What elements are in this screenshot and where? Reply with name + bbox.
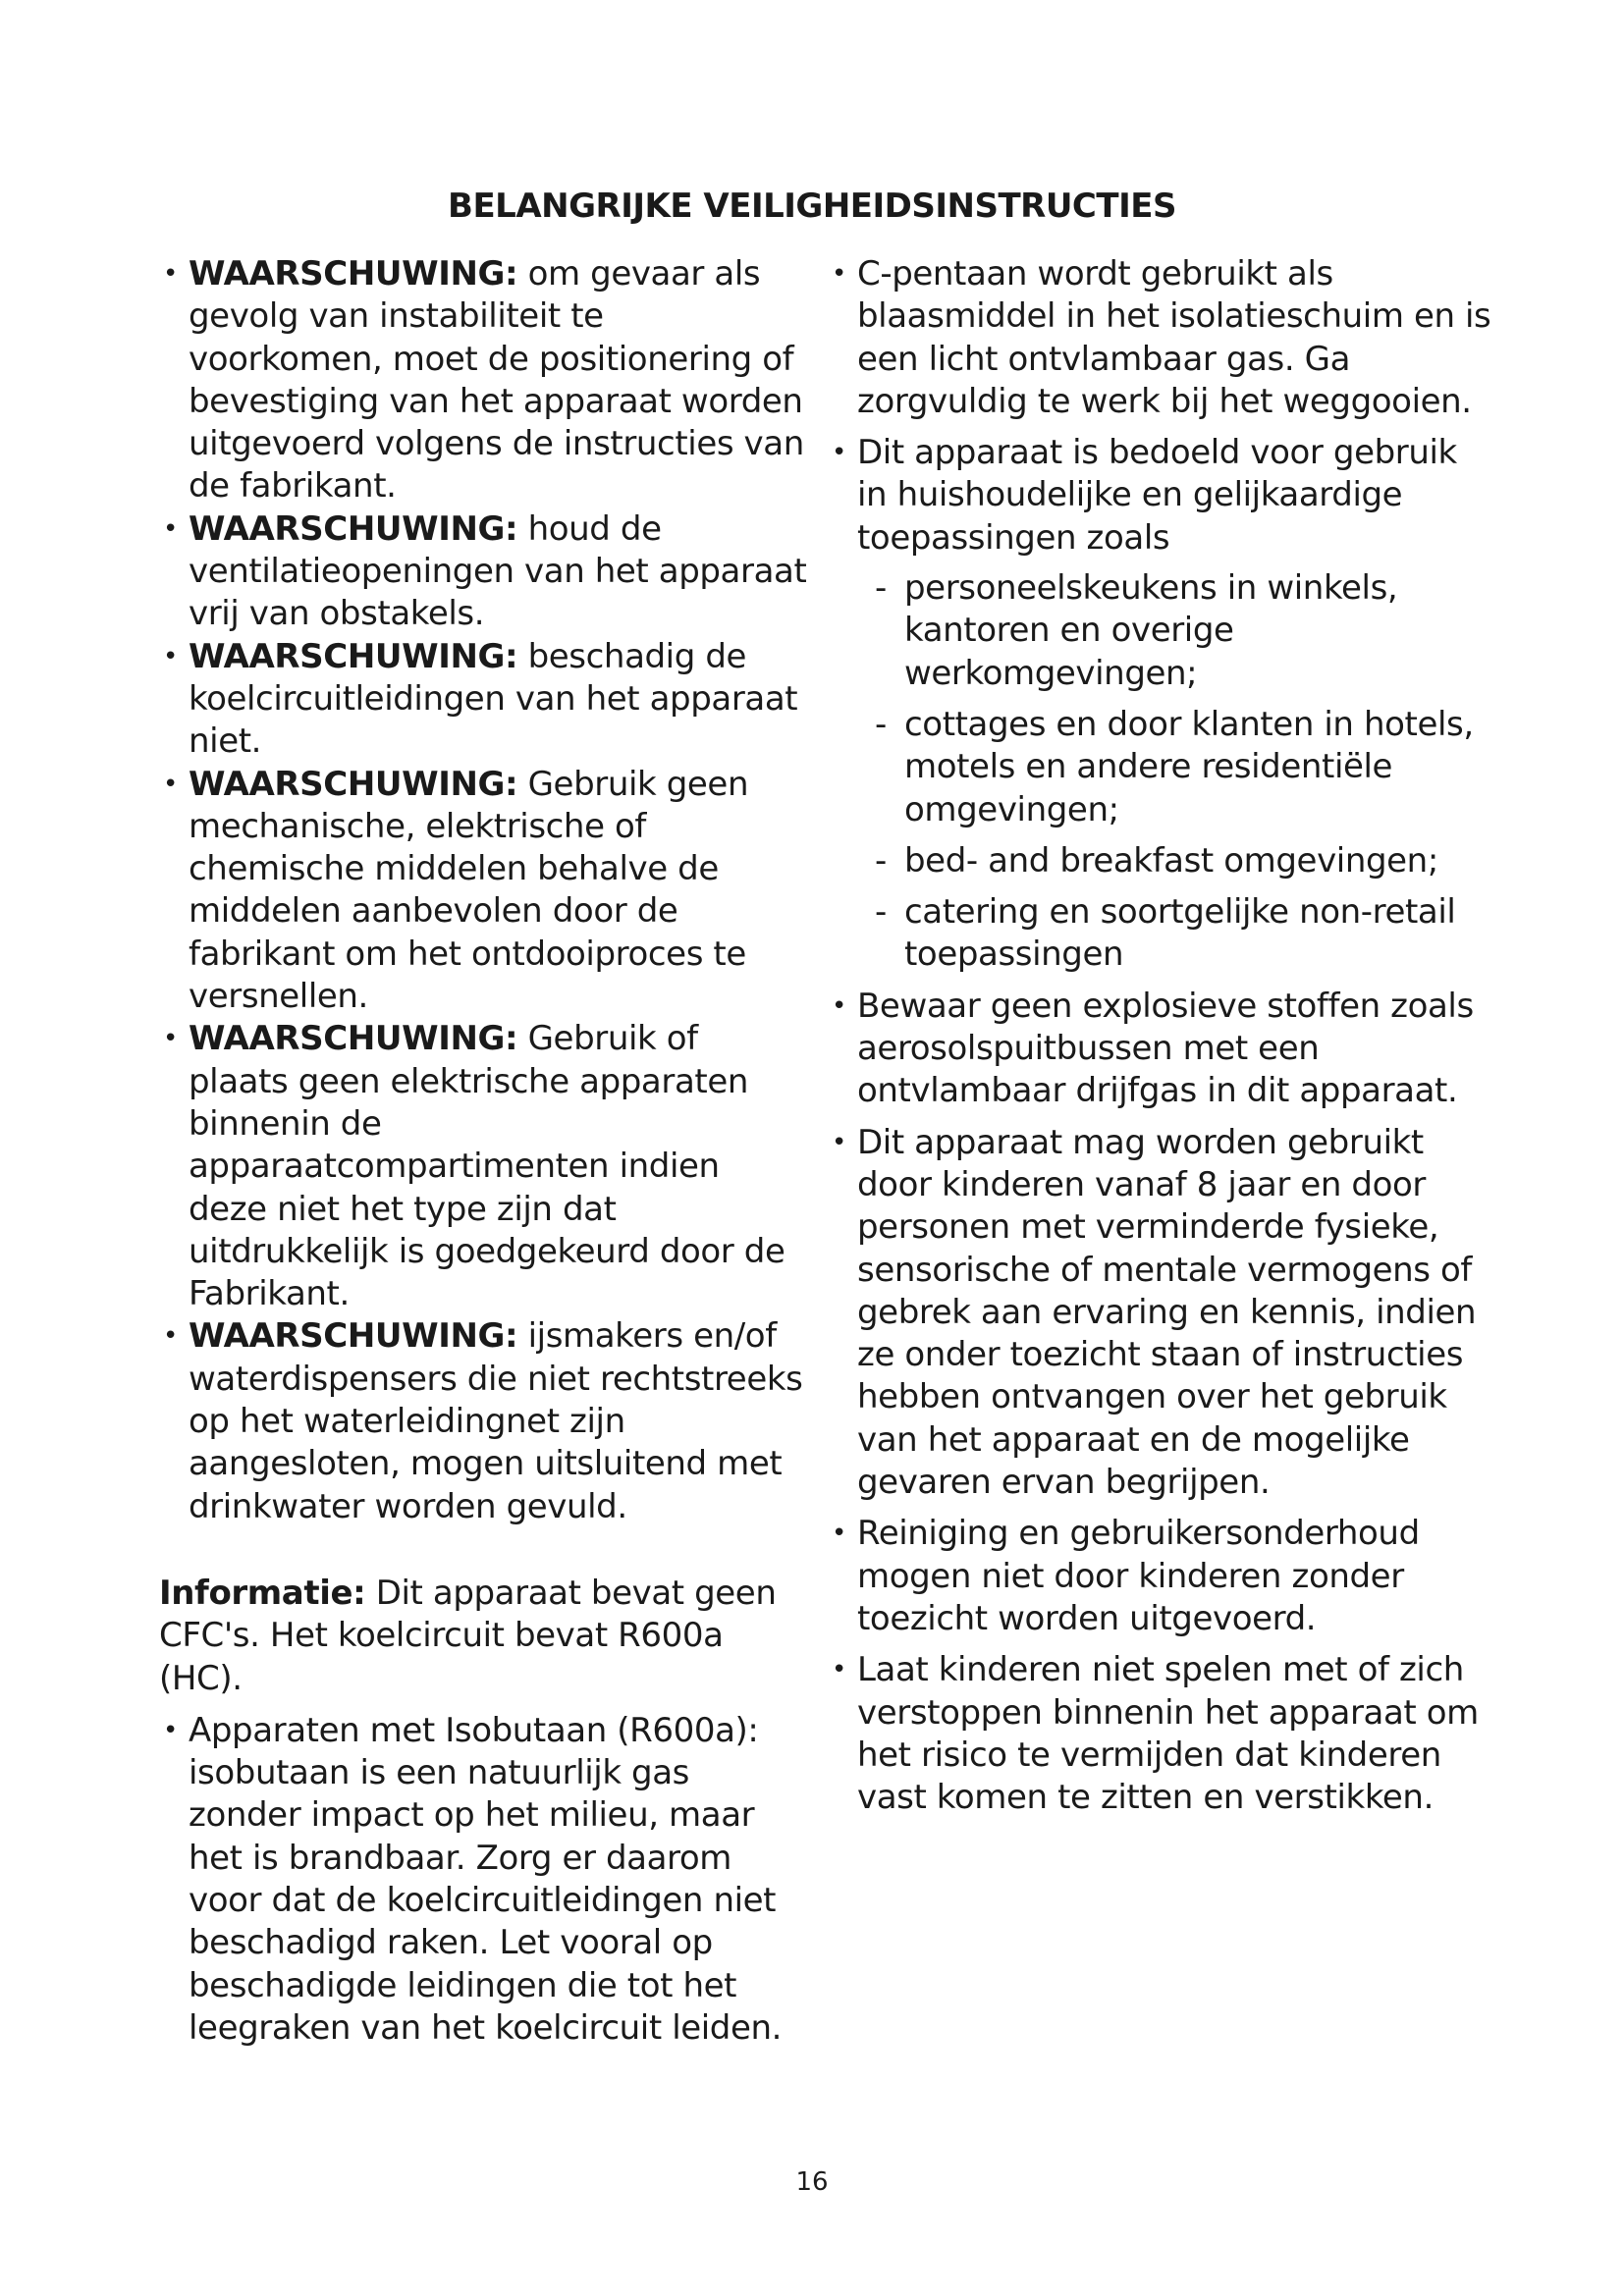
left-column <box>159 253 807 2050</box>
list-item <box>159 1018 807 1315</box>
list-item: • C-pentaan wordt gebruikt als blaasmiddel in het isolatieschuim en is een licht ontvlambaar gas. Ga zorgvuldig te werk bij het weggooien. <box>828 253 1495 423</box>
sub-list <box>857 567 1495 977</box>
warning-label: WAARSCHUWING: <box>189 764 518 804</box>
info-label: Informatie: <box>159 1573 366 1613</box>
list-item <box>828 432 1495 977</box>
list-item: • Dit apparaat mag worden gebruikt door kinderen vanaf 8 jaar en door personen met verminderde fysieke, sensorische of mentale vermogens of gebrek aan ervaring en kennis, indien ze onder toezicht staan of instructies hebben ontvangen over het gebruik van het apparaat en de mogelijke gevaren ervan begrijpen. <box>828 1122 1495 1505</box>
list-item <box>159 764 807 1019</box>
warning-label: WAARSCHUWING: <box>189 1316 518 1357</box>
warning-text: Gebruik geen mechanische, elektrische of chemische middelen behalve de middelen aanbevolen door de fabrikant om het ontdooiproces te versnellen. <box>189 764 749 1017</box>
list-item <box>159 1315 807 1527</box>
right-column <box>828 253 1495 1828</box>
page-title: BELANGRIJKE VEILIGHEIDSINSTRUCTIES <box>448 187 1176 226</box>
list-item: • Apparaten met Isobutaan (R600a): isobutaan is een natuurlijk gas zonder impact op het milieu, maar het is brandbaar. Zorg er daarom voor dat de koelcircuitleidingen niet beschadigd raken. Let vooral op beschadigde leidingen die tot het leegraken van het koelcircuit leiden. <box>159 1710 807 2050</box>
warning-label: WAARSCHUWING: <box>189 636 518 676</box>
isobutane-list <box>159 1710 807 2050</box>
warning-label: WAARSCHUWING: <box>189 254 518 294</box>
warning-label: WAARSCHUWING: <box>189 1019 518 1059</box>
list-item: • Laat kinderen niet spelen met of zich verstoppen binnenin het apparaat om het risico te vermijden dat kinderen vast komen te zitten en verstikken. <box>828 1649 1495 1819</box>
sub-list-item: - catering en soortgelijke non-retail toepassingen <box>857 891 1495 977</box>
list-item <box>159 253 807 508</box>
warning-text: ijsmakers en/of waterdispensers die niet rechtstreeks op het waterleidingnet zijn aangesloten, mogen uitsluitend met drinkwater worden gevuld. <box>189 1316 803 1526</box>
list-item <box>159 636 807 764</box>
info-paragraph <box>159 1573 807 1700</box>
warning-text: beschadig de koelcircuitleidingen van het apparaat niet. <box>189 636 798 762</box>
warning-text: Gebruik of plaats geen elektrische apparaten binnenin de apparaatcompartimenten indien deze niet het type zijn dat uitdrukkelijk is goedgekeurd door de Fabrikant. <box>189 1019 785 1314</box>
list-item: • Reiniging en gebruikersonderhoud mogen niet door kinderen zonder toezicht worden uitgevoerd. <box>828 1513 1495 1640</box>
page-number: 16 <box>795 2167 829 2197</box>
sub-list-item: - bed- and breakfast omgevingen; <box>857 840 1495 882</box>
warning-list <box>159 253 807 1528</box>
warning-label: WAARSCHUWING: <box>189 508 518 549</box>
list-item-text: Dit apparaat is bedoeld voor gebruik in huishoudelijke en gelijkaardige toepassingen zoals <box>857 433 1457 558</box>
warning-text: houd de ventilatieopeningen van het apparaat vrij van obstakels. <box>189 508 807 634</box>
list-item <box>159 508 807 636</box>
sub-list-item: - personeelskeukens in winkels, kantoren en overige werkomgevingen; <box>857 567 1495 695</box>
list-item: • Bewaar geen explosieve stoffen zoals aerosolspuitbussen met een ontvlambaar drijfgas in dit apparaat. <box>828 986 1495 1113</box>
warning-text: om gevaar als gevolg van instabiliteit te voorkomen, moet de positionering of bevestiging van het apparaat worden uitgevoerd volgens de instructies van de fabrikant. <box>189 254 804 507</box>
info-text: Dit apparaat bevat geen CFC's. Het koelcircuit bevat R600a (HC). <box>159 1573 777 1698</box>
sub-list-item: - cottages en door klanten in hotels, motels en andere residentiële omgevingen; <box>857 704 1495 831</box>
instruction-list <box>828 253 1495 1819</box>
